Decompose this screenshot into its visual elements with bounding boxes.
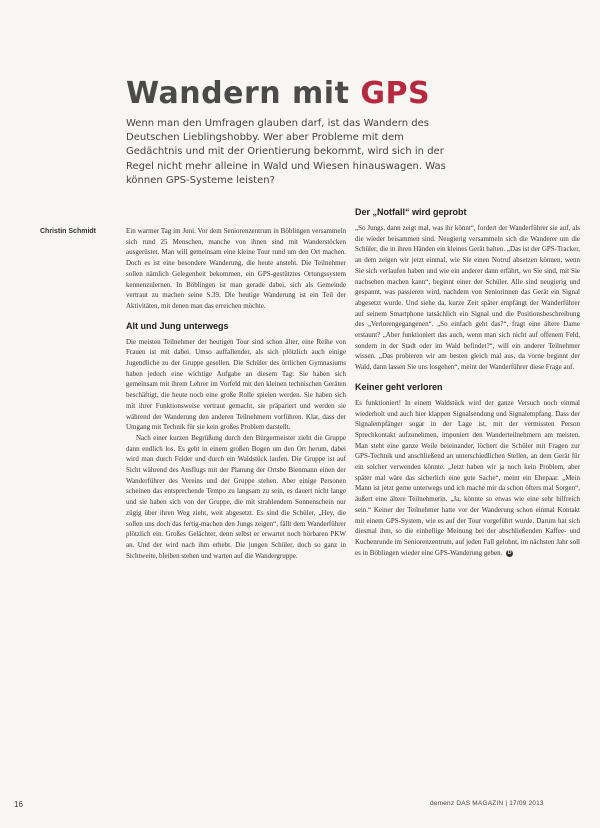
body-paragraph: Ein warmer Tag im Juni. Vor dem Seniorenzentrum in Böblingen versammeln sich rund 25 Menschen, manche von ihnen sind mit Wanderstöcken ausgerüstet. Man will gemeinsam eine kleine Tour rund um den Ort machen. Doch es ist eine besondere Wanderung, die heute ansteht. Die Teilnehmer sollen nämlich Gelegenheit bekommen, ein GPS-gestütztes Ortungssystem kennenzulernen. In Böblingen ist man gerade dabei, sich als Gemeinde vertraut zu machen seine S.39. Die heutige Wanderung ist ein Teil der Aktivitäten, mit denen man das erreichen möchte. (126, 227, 346, 310)
end-of-article-mark: D (507, 549, 512, 556)
article-title-accent: GPS (360, 76, 431, 111)
magazine-source-line: demenz DAS MAGAZIN | 17/09 2013 (430, 800, 544, 807)
article-title-main: Wandern mit (126, 76, 361, 111)
body-paragraph: Es funktioniert! In einem Waldstück wird der ganze Versuch noch einmal wiederholt und auch hier klappen Signalsendung und Signalempfang. Dass der Signalempfänger sogar in der Lage ist, mit der vermissten Person Sprechkontakt aufzunehmen, imponiert den Wanderteilnehmern am meisten. Man steht eine ganze Weile beieinander, löchert die Schüler mit Fragen zur GPS-Technik und anschließend an unterschiedlichen Stellen, an dem Gerät für ein solcher verwenden könnte. „Jetzt haben wir ja noch kein Problem, aber später mal wäre das sicherlich eine gute Sache“, meint ein Ehepaar. „Mein Mann ist jetzt gerne unterwegs und ich mache mir da schon öfters mal Sorgen“, äußert eine ältere Teilnehmerin. „Ja, könnte so etwas wie eine sehr hilfreich sein.“ Keiner der Teilnehmer hatte vor der Wanderung schon einmal Kontakt mit einem GPS-System, wie es auf der Tour vorgeführt wurde. Darum hat sich diesmal ihm, so die einhellige Meinung bei der abschließenden Kaffee- und Kuchenrunde im Seniorenzentrum, auf jeden Fall gelohnt, im nächsten Jahr soll es in Böblingen wieder eine GPS-Wanderung geben. D (355, 398, 580, 557)
body-paragraph: Nach einer kurzen Begrüßung durch den Bürgermeister zieht die Gruppe dann endlich los. Es geht in einem großen Bogen um den Ort herum, dabei wird man durch Felder und durch ein Waldstück laufen. Die Gruppe ist auf Sicht während des Ausflugs mit der Planung der Ortsbe Bienmann einen der Wanderführer des Vereins und der Gruppe stehen. Aber einige Personen scheinen das entsprechende Tempo zu langsam zu sein, es dauert nicht lange und sie haben sich von der Gruppe, die mit strahlendem Sonnenschein nur zügig über ihren Weg zieht, weit abgesetzt. Es sind die Schüler, „Hey, die sollen uns doch das fertig-machen den Jungs zeigen“, fällt dem Wanderführer plötzlich ein. Großes Gelächter, denn selbst er erwartet noch hörbaren PKW an. Und der wird nach ihm erhebt. Die jungen Schüler, doch so ganz in Sichtweite, bleiben stehen und warten auf die Wandergruppe. (126, 433, 346, 560)
section-heading: Der „Notfall“ wird geprobt (355, 207, 467, 217)
section-heading: Alt und Jung unterwegs (126, 320, 229, 331)
article-title (126, 74, 430, 114)
author-byline: Christin Schmidt (40, 228, 97, 235)
body-paragraph: „So Jungs, dann zeigt mal, was ihr könnt“, fordert der Wanderführer sie auf, als die wieder beisammen sind. Neugierig versammeln sich die Wanderer um die Schüler, die in ihren Händen ein kleines Gerät halten. „Das ist der GPS-Tracker, an dem zeigen wir jetzt einmal, wie Sie einen Notruf absetzen können, wenn Sie sich verlaufen haben und wie ein anderer dann erfährt, wo Sie sind, mit Sie nachsehen machen kann“, beginnt einer der Schüler. Alle sind neugierig und gespannt, was passieren wird, nachdem von Seniorinnen das Gerät ein Signal abgesetzt wurde. Und siehe da, kurze Zeit später empfängt der Wanderführer auf seinem Smartphone tatsächlich ein Signal und die Positionsbeschreibung des „Verlorengegangenen“. „So einfach geht das?“, fragt eine ältere Dame erstaunt? „Aber funktioniert das auch, wenn man sich nicht auf offenem Feld, sondern in der Stadt oder im Wald befindet?“, will ein anderer Teilnehmer wissen. „Das probieren wir am besten gleich mal aus, da vorne beginnt der Wald, dann lassen Sie uns losgehen“, meint der Wanderführer diese Frage auf. (355, 224, 580, 372)
page-number: 16 (14, 800, 23, 809)
body-paragraph: Die meisten Teilnehmer der heutigen Tour sind schon älter, eine Reihe von Frauen ist mit dabei. Umso auffallender, als sich plötzlich auch einige Jugendliche zu der Gruppe gesellen. Die Schüler des örtlichen Gymnasiums haben jedoch eine wichtige Aufgabe an diesem Tag: Sie haben sich gemeinsam mit ihrem Lehrer im Vorfeld mit den kleinen technischen Geräten beschäftigt, die heute noch eine große Rolle spielen werden. Sie haben sich mit ihrer Funktionsweise vertraut gemacht, sie präpariert und werden sie während der Wanderung den anderen Teilnehmern vorführen. Klar, dass der Umgang mit Technik für sie kein großes Problem darstellt. (126, 337, 346, 432)
article-lead: Wenn man den Umfragen glauben darf, ist das Wandern des Deutschen Lieblingshobby. Wer aber Probleme mit dem Gedächtnis und mit der Orientierung bekommt, wird sich in der Regel nicht mehr alleine in Wald und Wiesen hinauswagen. Was können GPS-Systeme leisten? (126, 118, 446, 186)
article-column-left (126, 226, 346, 766)
section-heading: Keiner geht verloren (355, 381, 443, 392)
article-column-right (355, 206, 580, 776)
